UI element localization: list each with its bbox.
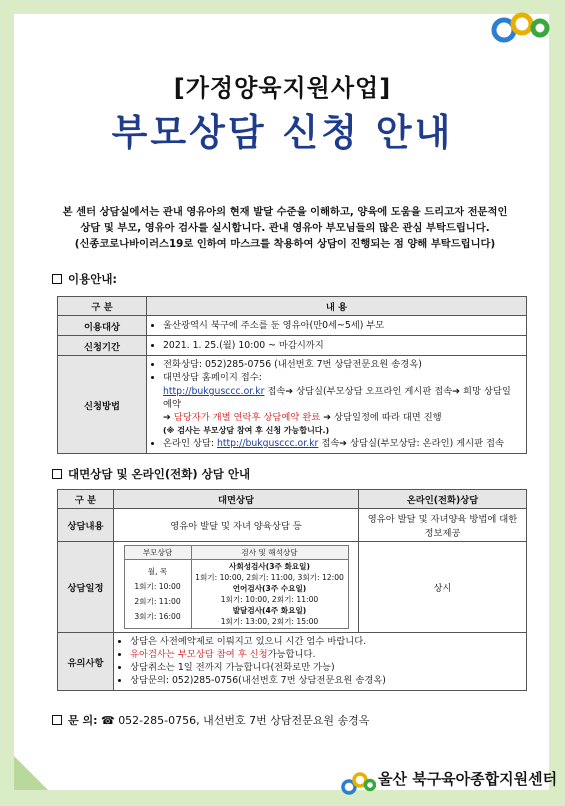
homepage-method: • 대면상담 홈페이지 접수: (163, 372, 522, 384)
col-header: 대면상담 (114, 490, 359, 509)
note-item-red: 유아검사는 부모상담 참여 후 신청 (130, 649, 268, 660)
online-method: 온라인 상담: (163, 438, 214, 449)
language-test-times: 1회기: 10:00, 2회기: 11:00 (220, 595, 319, 604)
center-logo-icon (340, 767, 376, 799)
contact-label: 문 의: (68, 714, 98, 727)
note-item: • 상담은 사전예약제로 이뤄지고 있으니 시간 엄수 바랍니다. (130, 636, 522, 648)
row-label: 상담내용 (58, 509, 114, 542)
parent-session: 2회기: 11:00 (134, 597, 181, 606)
checkbox-icon (52, 274, 62, 284)
section-heading-usage: 이용안내: (52, 271, 117, 287)
social-test: 사회성검사(3주 화요일) (229, 562, 310, 571)
col-header: 구 분 (58, 490, 114, 509)
development-test: 발달검사(4주 화요일) (232, 606, 307, 615)
homepage-path: 접속➔ 상담실(부모상담 오프라인 게시판 접속➔ 희망 상담일 예약 (163, 386, 511, 410)
row-label: 이용대상 (58, 316, 147, 336)
usage-table: 구 분 내 용 이용대상 • 울산광역시 북구에 주소를 둔 영유아(만0세~5세) 부모 신청기간 • 2021. 1. 25.(월) 10:00 ~ 마감시까지 신청방법 • 전화상담: 052)285-0756 (내선번호 7번 상담전문요원 송경옥) • 대면상담 홈페이지 접수: http://bukgusccc.or.kr 접속➔ 상담실(부모상담 오프라인 게시판 접속➔ 희망 상담일 예약 ➔ 담당자가 개별 연락후 상담예약 완료 ➔ 상담일정에 따라 대면 진행 (※ 검사는 부모상담 참여 후 신청 가능합니다.) • 온라인 상담: http://bukgusccc.or.kr 접속➔ 상담실(부모상담: 온라인) 게시판 접속 (57, 296, 527, 454)
checkbox-icon (52, 715, 62, 725)
parent-days: 월, 목 (147, 567, 168, 576)
page-title: 부모상담 신청 안내 (111, 111, 454, 154)
intro-line: (신종코로나바이러스19로 인하여 마스크를 착용하여 상담이 진행되는 점 양해 부탁드립니다) (74, 238, 496, 250)
col-header: 구 분 (58, 297, 147, 316)
row-label: 신청기간 (58, 336, 147, 356)
after-text: ➔ 상담일정에 따라 대면 진행 (323, 412, 442, 423)
target-value: • 울산광역시 북구에 주소를 둔 영유아(만0세~5세) 부모 (163, 320, 522, 332)
note-item: • 상담취소는 1일 전까지 가능합니다(전화로만 가능) (130, 662, 522, 674)
contact-value: 052-285-0756, 내선번호 7번 상담전문요원 송경옥 (118, 714, 370, 727)
contact-line (52, 712, 369, 728)
online-path: 접속➔ 상담실(부모상담: 온라인) 게시판 접속 (321, 438, 505, 449)
period-value: • 2021. 1. 25.(월) 10:00 ~ 마감시까지 (163, 340, 522, 352)
inner-header: 검사 및 해석상담 (191, 546, 348, 560)
development-test-times: 1회기: 13:00, 2회기: 15:00 (220, 617, 319, 626)
row-label: 상담일정 (58, 542, 114, 633)
checkbox-icon (52, 469, 62, 479)
intro-line: 본 센터 상담실에서는 관내 영유아의 현재 발달 수준을 이해하고, 양육에 도움을 드리고자 전문적인 (62, 206, 508, 218)
note-item: • 상담문의: 052)285-0756(내선번호 7번 상담전문요원 송경옥) (130, 675, 522, 687)
footer-org: 울산 북구육아종합지원센터 (378, 770, 558, 788)
intro-text (48, 204, 522, 252)
parent-session: 1회기: 10:00 (134, 582, 181, 591)
language-test: 언어검사(3주 수요일) (232, 584, 307, 593)
phone-icon: ☎ (100, 714, 115, 727)
center-logo-icon (490, 6, 550, 48)
content-online: 영유아 발달 및 자녀양육 방법에 대한 정보제공 (359, 509, 527, 542)
section-heading-consult: 대면상담 및 온라인(전화) 상담 안내 (52, 466, 250, 482)
page-subtitle: [가정양육지원사업] (173, 74, 392, 102)
intro-line: 상담 및 부모, 영유아 검사를 실시합니다. 관내 영유아 부모님들의 많은 관심 부탁드립니다. (80, 222, 490, 234)
col-header: 온라인(전화)상담 (359, 490, 527, 509)
homepage-link[interactable]: http://bukgusccc.or.kr (163, 386, 265, 397)
social-test-times: 1회기: 10:00, 2회기: 11:00, 3회기: 12:00 (195, 573, 344, 582)
page-fold (14, 756, 48, 790)
parent-session: 3회기: 16:00 (134, 612, 181, 621)
consult-table (57, 489, 527, 691)
inner-header: 부모상담 (124, 546, 191, 560)
note-item: 가능합니다. (267, 649, 316, 660)
callback-text: 담당자가 개별 연락후 상담예약 완료 (173, 412, 321, 423)
row-label: 유의사항 (58, 633, 114, 691)
row-label: 신청방법 (58, 356, 147, 454)
exam-note: (※ 검사는 부모상담 참여 후 신청 가능합니다.) (163, 426, 330, 435)
online-link[interactable]: http://bukgusccc.or.kr (216, 438, 319, 449)
content-offline: 영유아 발달 및 자녀 양육상담 등 (114, 509, 359, 542)
schedule-inner-table (124, 545, 349, 629)
col-header: 내 용 (147, 297, 527, 316)
schedule-online: 상시 (359, 542, 527, 633)
phone-method: • 전화상담: 052)285-0756 (내선번호 7번 상담전문요원 송경옥) (163, 359, 522, 371)
